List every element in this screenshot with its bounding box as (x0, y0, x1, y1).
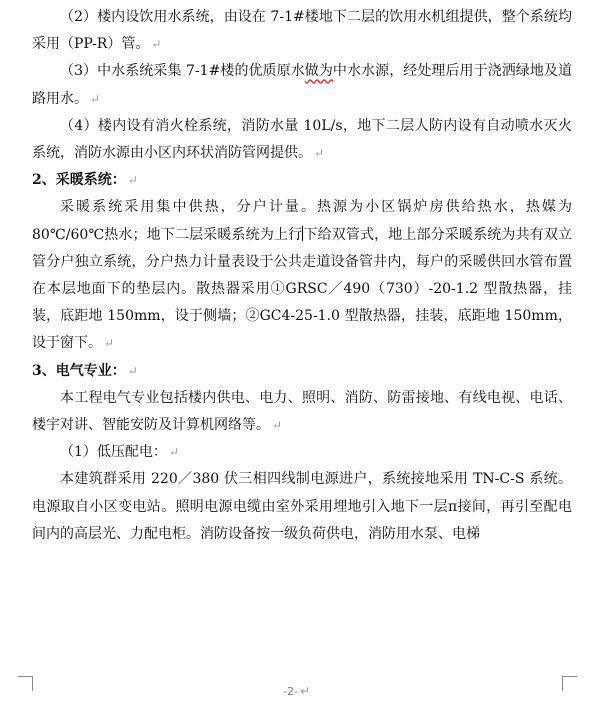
paragraph-text: 本工程电气专业包括楼内供电、电力、照明、消防、防雷接地、有线电视、电话、楼宇对讲、智能安防及计算机网络等。 (32, 389, 572, 434)
paragraph-mark-icon: ↵ (127, 173, 138, 188)
spellcheck-flagged-word[interactable]: 做为 (304, 63, 333, 80)
paragraph-mark-icon: ↵ (104, 336, 115, 351)
paragraph-text: （4）楼内设有消火栓系统，消防水量 10L/s，地下二层人防内设有自动喷水灭火系统，消防水源由小区内环状消防管网提供。 (32, 117, 572, 162)
paragraph-reclaimed-water (32, 58, 572, 112)
heading-text: 2、采暖系统： (32, 172, 126, 189)
paragraph-heating (32, 194, 572, 357)
paragraph-fire-water (32, 113, 572, 167)
paragraph-mark-icon: ↵ (299, 684, 310, 698)
heading-electrical (32, 358, 572, 385)
paragraph-mark-icon: ↵ (314, 146, 325, 161)
paragraph-mark-icon: ↵ (272, 418, 283, 433)
heading-text: 3、电气专业： (32, 362, 126, 379)
page-footer (0, 684, 593, 698)
paragraph-text: （3）中水系统采集 7-1#楼的优质原水 (60, 63, 305, 80)
heading-heating-system (32, 167, 572, 194)
heading-low-voltage (32, 439, 572, 466)
page-number: -2- (283, 685, 298, 698)
paragraph-mark-icon: ↵ (168, 445, 179, 460)
heading-text: （1）低压配电： (60, 444, 167, 461)
paragraph-mark-icon: ↵ (127, 363, 138, 378)
paragraph-text: 中水水源，经处理后用于浇洒绿地及道路用水。 (32, 63, 572, 107)
paragraph-mark-icon: ↵ (90, 91, 101, 106)
document-body[interactable] (32, 4, 572, 548)
paragraph-text: （2）楼内设饮用水系统，由设在 7-1#楼地下二层的饮用水机组提供，整个系统均采用（PP-R）管。 (32, 9, 572, 53)
paragraph-mark-icon: ↵ (151, 37, 162, 52)
paragraph-text: 下给双管式，地上部分采暖系统为共有双立管分户独立系统，分户热力计量表设于公共走道设备管井内，每户的采暖供回水管布置在本层地面下的垫层内。散热器采用①GRSC／490（730）-20-1.2 型散热器，挂装，底距地 150mm，设于侧墙；②GC4-25-1.0 型散热器，挂装，底距地 150mm，设于窗下。 (32, 226, 573, 352)
paragraph-drinking-water (32, 4, 572, 58)
paragraph-electrical-intro (32, 385, 572, 439)
paragraph-low-voltage (32, 466, 572, 548)
paragraph-text: 采暖系统采用集中供热，分户计量。热源为小区锅炉房供给热水，热媒为 80℃/60℃热水；地下二层采暖系统为上行 (32, 199, 572, 243)
paragraph-text: 本建筑群采用 220／380 伏三相四线制电源进户，系统接地采用 TN-C-S 系统。电源取自小区变电站。照明电源电缆由室外采用埋地引入地下一层π接间，再引至配电间内的高层光、力配电柜。消防设备按一级负荷供电，消防用水泵、电梯 (32, 471, 572, 542)
